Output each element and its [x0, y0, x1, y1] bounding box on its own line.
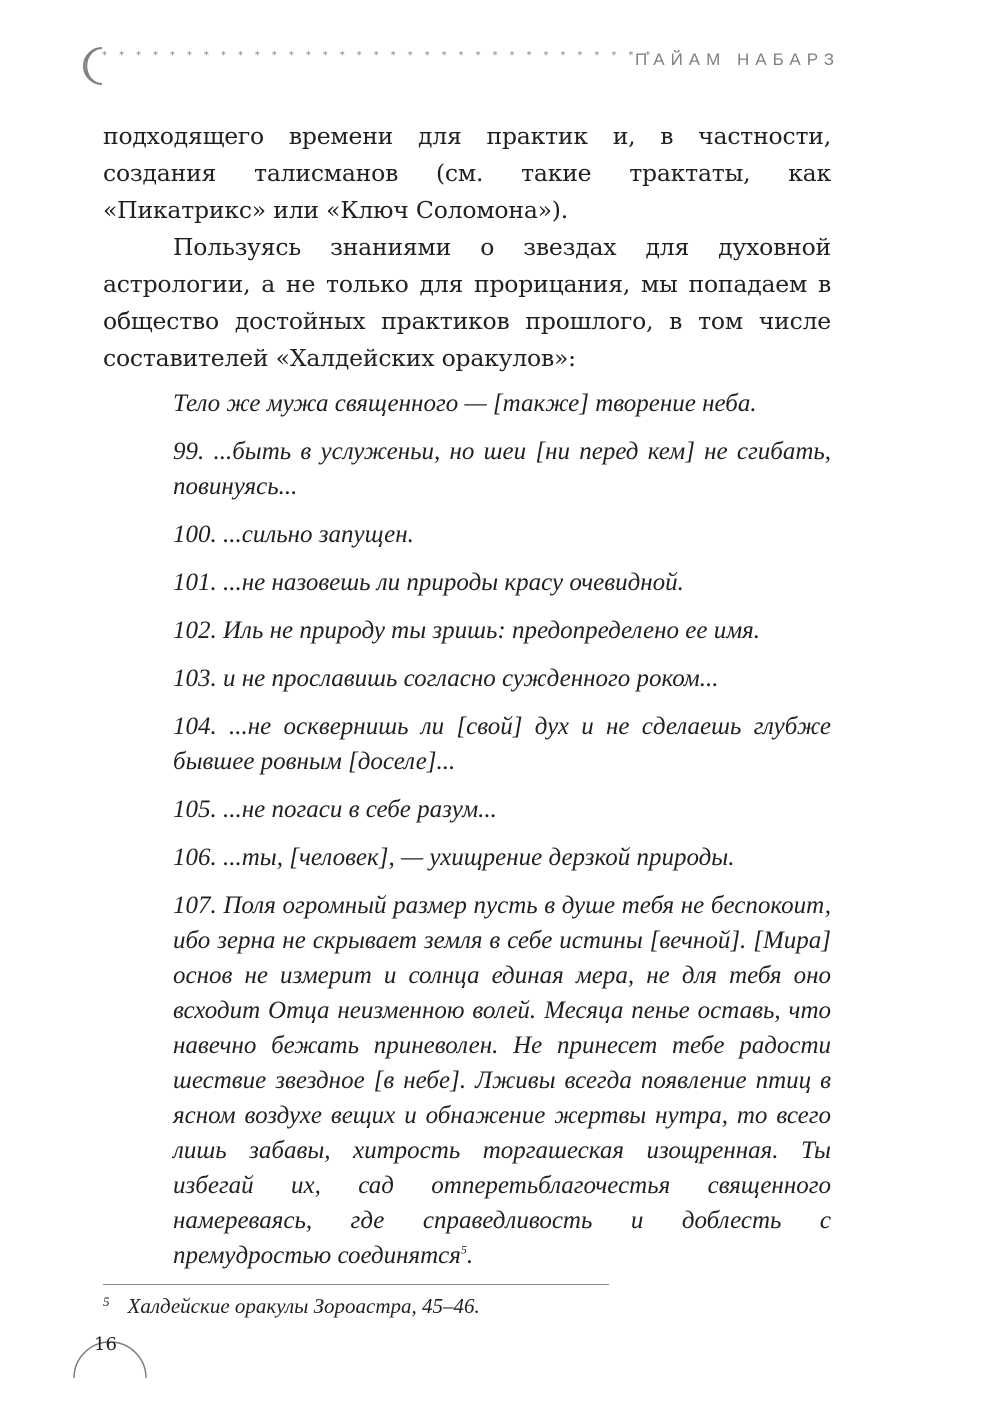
quote-line: 104. ...не осквернишь ли [свой] дух и не сделаешь глубже бывшее ровным [доселе]...	[173, 713, 831, 775]
quote-text: 107. Поля огромный размер пусть в душе тебя не беспокоит, ибо зерна не скрывает земля в себе истины [вечной]. [Мира] основ не измерит и солнца единая мера, не для тебя оно всходит Отца неизменною волей. Месяца пенье оставь, что навечно бежать приневолен. Не принесет тебе радости шествие звездное [в небе]. Лживы всегда появление птиц в ясном воздухе вещих и обнажение жертвы нутра, то всего лишь забавы, хитрость торгашеская изощренная. Ты избегай их, сад отперетьблагочестья священного намереваясь, где справедливость и доблесть с премудростью соединятся	[173, 892, 831, 1269]
footnote-text: Халдейские оракулы Зороастра, 45–46.	[127, 1294, 480, 1318]
quote-line: 101. ...не назовешь ли природы красу очевидной.	[173, 569, 684, 596]
quote-line	[173, 888, 831, 1273]
quote-line: 100. ...сильно запущен.	[173, 521, 414, 548]
quote-line: 102. Иль не природу ты зришь: предопределено ее имя.	[173, 617, 761, 644]
page-number: 16	[94, 1334, 117, 1355]
quote-line: Тело же мужа священного — [также] творение неба.	[173, 390, 757, 417]
footnote	[103, 1294, 803, 1319]
quote-end-punctuation: .	[466, 1242, 474, 1269]
footnote-reference[interactable]: 5	[460, 1242, 467, 1257]
running-header	[80, 44, 840, 88]
footnote-divider	[103, 1284, 609, 1285]
quote-line: 103. и не прославишь согласно сужденного роком...	[173, 665, 719, 692]
quote-line: 105. ...не погаси в себе разум...	[173, 796, 497, 823]
quote-line: 106. ...ты, [человек], — ухищрение дерзкой природы.	[173, 844, 735, 871]
main-text	[103, 118, 831, 1273]
running-header-author: ПАЙАМ НАБАРЗ	[635, 50, 840, 69]
paragraph: Пользуясь знаниями о звездах для духовной астрологии, а не только для прорицания, мы попадаем в общество достойных практиков прошлого, в том числе составителей «Халдейских оракулов»:	[103, 233, 831, 372]
paragraph: подходящего времени для практик и, в частности, создания талисманов (см. такие трактаты, как «Пикатрикс» или «Ключ Соломона»).	[103, 122, 831, 224]
footnote-mark: 5	[103, 1294, 110, 1309]
chaldean-oracles-quote	[173, 386, 831, 1273]
header-ornament: * * * * * * * * * * * * * * * * * * * * * * * * * * * * * * * * *	[102, 50, 655, 61]
quote-line: 99. ...быть в услуженьи, но шеи [ни перед кем] не сгибать, повинуясь...	[173, 438, 831, 500]
